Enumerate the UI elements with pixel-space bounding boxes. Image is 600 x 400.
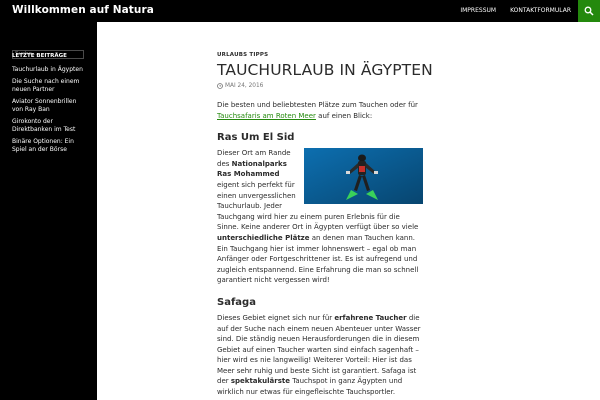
bold-text: erfahrene Taucher xyxy=(334,313,407,322)
search-toggle-button[interactable] xyxy=(578,0,600,22)
nav-item-impressum[interactable]: IMPRESSUM xyxy=(460,7,497,14)
recent-post-link[interactable]: Die Suche nach einem neuen Partner xyxy=(12,78,80,93)
recent-post-link[interactable]: Girokonto der Direktbanken im Test xyxy=(12,118,76,133)
recent-post-link[interactable]: Aviator Sonnenbrillen von Ray Ban xyxy=(12,98,77,113)
bold-text: unterschiedliche Plätze xyxy=(217,233,310,242)
recent-post-link[interactable]: Binäre Optionen: Ein Spiel an der Börse xyxy=(12,138,74,153)
text: eigent sich perfekt für einen unvergesslichen Tauchurlaub. Jeder Tauchgang wird hier zu einem puren Erlebnis für die Sinne. Keine anderer Ort in Ägypten verfügt über so viele xyxy=(217,180,419,232)
recent-posts-list xyxy=(12,66,88,158)
diver-image xyxy=(304,148,423,204)
post-date[interactable]: MAI 24, 2016 xyxy=(225,83,264,89)
clock-icon xyxy=(217,83,223,89)
section-heading-ras-um-el-sid: Ras Um El Sid xyxy=(217,132,295,144)
post-category-link[interactable]: URLAUBS TIPPS xyxy=(217,52,269,58)
text: Dieses Gebiet eignet sich nur für xyxy=(217,313,335,322)
tauchsafaris-link[interactable]: Tauchsafaris am Roten Meer xyxy=(217,111,316,120)
primary-navigation xyxy=(453,0,578,22)
post-content xyxy=(217,100,423,400)
site-header xyxy=(0,0,600,22)
intro-text: Die besten und beliebtesten Plätze zum Tauchen oder für xyxy=(217,101,418,109)
nav-item-kontaktformular[interactable]: KONTAKTFORMULAR xyxy=(510,7,571,14)
section-paragraph-safaga xyxy=(217,313,423,398)
text: an denen man Tauchen kann. Ein Tauchgang hier ist immer lohnenswert – egal ob man Anfänger oder Fortgeschrittener ist. Es ist aufregend und zugleich entspannend. Eine Erfahrung die man so schnell garantiert nicht vergessen wird! xyxy=(217,233,419,285)
site-title[interactable]: Willkommen auf Natura xyxy=(12,4,154,16)
post-title: TAUCHURLAUB IN ÄGYPTEN xyxy=(217,61,433,79)
intro-paragraph xyxy=(217,100,423,121)
recent-posts-title: LETZTE BEITRÄGE xyxy=(12,53,67,59)
recent-post-link[interactable]: Tauchurlaub in Ägypten xyxy=(12,66,83,73)
post-meta xyxy=(217,83,263,89)
intro-text-end: auf einen Blick: xyxy=(315,111,373,120)
text: Tauchspot in ganz Ägypten und wirklich nur etwas für eingefleischte Tauchsportler. xyxy=(217,377,403,397)
section-heading-safaga: Safaga xyxy=(217,296,256,308)
bold-text: Nationalparks Ras Mohammed xyxy=(217,159,287,179)
section-paragraph-ras-um-el-sid xyxy=(217,148,423,286)
search-icon xyxy=(584,6,594,16)
text: die auf der Suche nach einem neuen Abenteuer unter Wasser sind. Die ständig neuen Herausforderungen die in diesem Gebiet auf einen Taucher warten sind einfach sagenhaft – hier wird es nie langweilig! Weiterer Vorteil: Hier ist das Meer sehr ruhig und beste Sicht ist garantiert. Safaga ist der xyxy=(217,313,421,386)
text: Dieser Ort am Rande des xyxy=(217,149,291,168)
bold-text: spektakulärste xyxy=(230,377,290,386)
